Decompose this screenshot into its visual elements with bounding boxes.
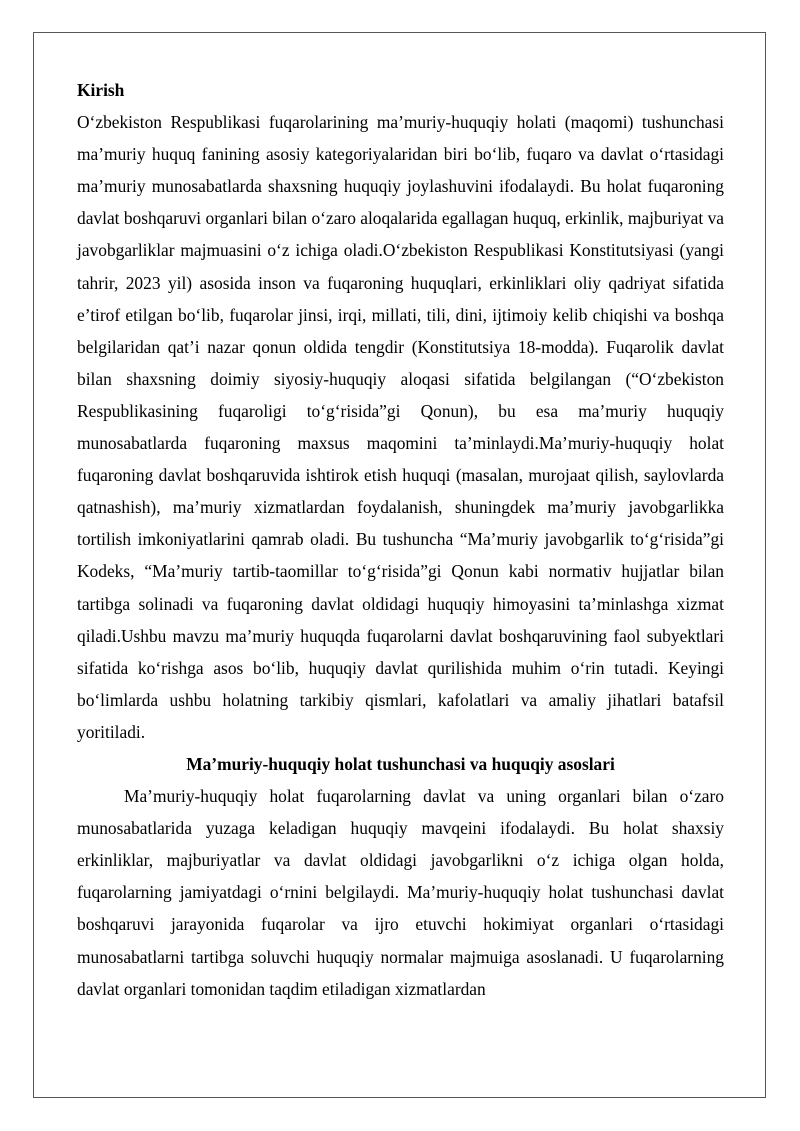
section-paragraph: Ma’muriy-huquqiy holat fuqarolarning davlat va uning organlari bilan o‘zaro munosabatlarida yuzaga keladigan huquqiy mavqeini ifodalaydi. Bu holat shaxsiy erkinliklar, majburiyatlar va davlat oldidagi javobgarlikni o‘z ichiga olgan holda, fuqarolarning jamiyatdagi oʻrnini belgilaydi. Ma’muriy-huquqiy holat tushunchasi davlat boshqaruvi jarayonida fuqarolar va ijro etuvchi hokimiyat organlari o‘rtasidagi munosabatlarni tartibga soluvchi huquqiy normalar majmuiga asoslanadi. U fuqarolarning davlat organlari tomonidan taqdim etiladigan xizmatlardan <box>77 786 724 999</box>
intro-heading: Kirish <box>77 80 125 100</box>
section-heading: Ma’muriy-huquqiy holat tushunchasi va huquqiy asoslari <box>186 753 615 774</box>
intro-paragraph: O‘zbekiston Respublikasi fuqarolarining ma’muriy-huquqiy holati (maqomi) tushunchasi ma’muriy huquq fanining asosiy kategoriyalaridan biri bo‘lib, fuqaro va davlat o‘rtasidagi ma’muriy munosabatlarda shaxsning huquqiy joylashuvini ifodalaydi. Bu holat fuqaroning davlat boshqaruvi organlari bilan o‘zaro aloqalarida egallagan huquq, erkinlik, majburiyat va javobgarliklar majmuasini o‘z ichiga oladi.O‘zbekiston Respublikasi Konstitutsiyasi (yangi tahrir, 2023 yil) asosida inson va fuqaroning huquqlari, erkinliklari oliy qadriyat sifatida e’tirof etilgan bo‘lib, fuqarolar jinsi, irqi, millati, tili, dini, ijtimoiy kelib chiqishi va boshqa belgilaridan qat’i nazar qonun oldida tengdir (Konstitutsiya 18-modda). Fuqarolik davlat bilan shaxsning doimiy siyosiy-huquqiy aloqasi sifatida belgilangan (“O‘zbekiston Respublikasining fuqaroligi to‘g‘risida”gi Qonun), bu esa ma’muriy huquqiy munosabatlarda fuqaroning maxsus maqomini ta’minlaydi.Ma’muriy-huquqiy holat fuqaroning davlat boshqaruvida ishtirok etish huquqi (masalan, murojaat qilish, saylovlarda qatnashish), ma’muriy xizmatlardan foydalanish, shuningdek ma’muriy javobgarlikka tortilish imkoniyatlarini qamrab oladi. Bu tushuncha “Ma’muriy javobgarlik to‘g‘risida”gi Kodeks, “Ma’muriy tartib-taomillar to‘g‘risida”gi Qonun kabi normativ hujjatlar bilan tartibga solinadi va fuqaroning davlat oldidagi huquqiy himoyasini ta’minlashga xizmat qiladi.Ushbu mavzu ma’muriy huquqda fuqarolarni davlat boshqaruvining faol subyektlari sifatida ko‘rishga asos bo‘lib, huquqiy davlat qurilishida muhim o‘rin tutadi. Keyingi bo‘limlarda ushbu holatning tarkibiy qismlari, kafolatlari va amaliy jihatlari batafsil yoritiladi. <box>77 112 724 742</box>
document-body <box>77 74 724 1005</box>
